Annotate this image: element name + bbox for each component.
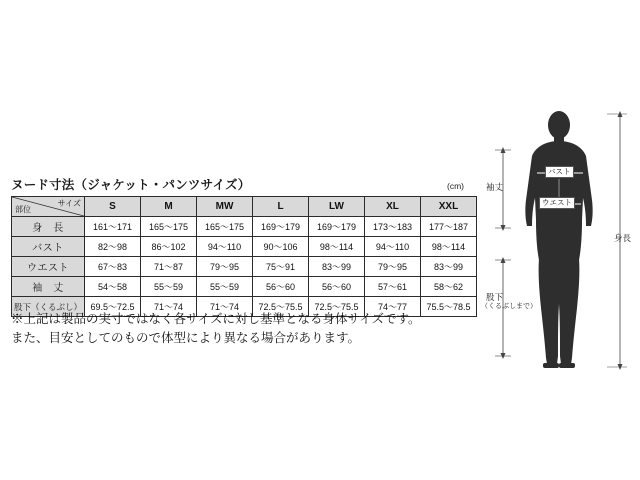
column-header-s: S [85, 197, 141, 217]
column-header-xl: XL [365, 197, 421, 217]
cell: 165〜175 [141, 217, 197, 237]
page-title: ヌード寸法（ジャケット・パンツサイズ） [11, 178, 251, 192]
cell: 74〜77 [365, 297, 421, 317]
table-header-row [12, 197, 477, 217]
table-row [12, 217, 477, 237]
size-table [11, 196, 477, 317]
row-header-inseam: 股下（くるぶし） [12, 297, 85, 317]
corner-size-label: サイズ [57, 199, 81, 208]
cell: 56〜60 [309, 277, 365, 297]
cell: 169〜179 [309, 217, 365, 237]
cell: 75.5〜78.5 [421, 297, 477, 317]
row-header-bust: バスト [12, 237, 85, 257]
column-header-mw: MW [197, 197, 253, 217]
bust-label: バスト [545, 166, 574, 178]
cell: 72.5〜75.5 [309, 297, 365, 317]
unit-label: (cm) [447, 181, 464, 191]
column-header-xxl: XXL [421, 197, 477, 217]
cell: 55〜59 [197, 277, 253, 297]
cell: 177〜187 [421, 217, 477, 237]
cell: 98〜114 [309, 237, 365, 257]
sleeve-length-label: 袖丈 [486, 182, 504, 192]
cell: 71〜87 [141, 257, 197, 277]
table-row [12, 237, 477, 257]
cell: 161〜171 [85, 217, 141, 237]
cell: 173〜183 [365, 217, 421, 237]
cell: 90〜106 [253, 237, 309, 257]
table-corner-header [12, 197, 85, 217]
row-header-waist: ウエスト [12, 257, 85, 277]
note-text [11, 310, 481, 349]
cell: 56〜60 [253, 277, 309, 297]
inseam-label: 股下 [486, 292, 504, 302]
waist-label: ウエスト [539, 197, 575, 209]
row-header-sleeve: 袖 丈 [12, 277, 85, 297]
cell: 86〜102 [141, 237, 197, 257]
cell: 58〜62 [421, 277, 477, 297]
cell: 71〜74 [141, 297, 197, 317]
cell: 165〜175 [197, 217, 253, 237]
cell: 55〜59 [141, 277, 197, 297]
cell: 69.5〜72.5 [85, 297, 141, 317]
corner-part-label: 部位 [15, 205, 31, 214]
cell: 54〜58 [85, 277, 141, 297]
cell: 71〜74 [197, 297, 253, 317]
cell: 98〜114 [421, 237, 477, 257]
note-line-2: また、目安としてのもので体型により異なる場合があります。 [11, 331, 361, 346]
cell: 83〜99 [309, 257, 365, 277]
cell: 169〜179 [253, 217, 309, 237]
cell: 83〜99 [421, 257, 477, 277]
height-label: 身長 [614, 233, 632, 243]
cell: 57〜61 [365, 277, 421, 297]
column-header-lw: LW [309, 197, 365, 217]
cell: 67〜83 [85, 257, 141, 277]
column-header-m: M [141, 197, 197, 217]
cell: 79〜95 [365, 257, 421, 277]
cell: 72.5〜75.5 [253, 297, 309, 317]
cell: 79〜95 [197, 257, 253, 277]
cell: 82〜98 [85, 237, 141, 257]
row-header-height: 身 長 [12, 217, 85, 237]
inseam-sublabel: （くるぶしまで） [481, 303, 537, 310]
cell: 75〜91 [253, 257, 309, 277]
note-line-1: ※上記は製品の実寸ではなく各サイズに対し基準となる身体サイズです。 [11, 312, 421, 326]
cell: 94〜110 [365, 237, 421, 257]
table-row [12, 277, 477, 297]
size-table-container [11, 196, 477, 317]
column-header-l: L [253, 197, 309, 217]
table-row [12, 257, 477, 277]
cell: 94〜110 [197, 237, 253, 257]
body-figure [481, 108, 637, 373]
